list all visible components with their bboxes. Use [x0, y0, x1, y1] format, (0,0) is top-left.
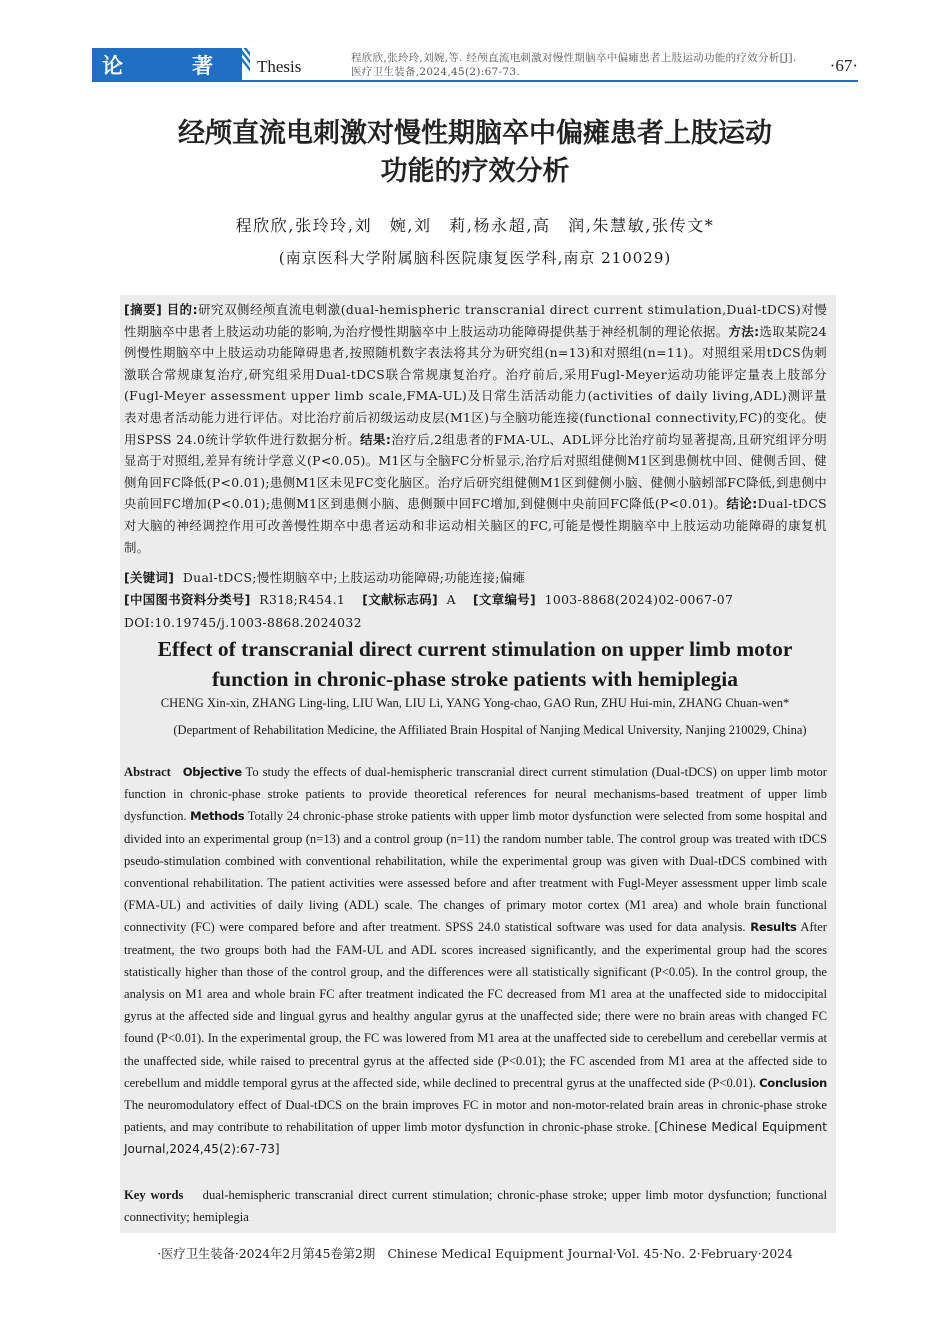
- article-no-label: [文章编号]: [473, 592, 537, 607]
- results-label-cn: 结果:: [360, 431, 392, 447]
- title-cn-line2: 功能的疗效分析: [380, 156, 570, 187]
- article-no-value: 1003-8868(2024)02-0067-07: [544, 592, 734, 607]
- conclusion-label-en: Conclusion: [759, 1075, 827, 1090]
- objective-label-cn: 目的:: [166, 302, 198, 317]
- keywords-en-label: Key words: [124, 1188, 184, 1202]
- keywords-cn-label: [关键词]: [124, 570, 175, 585]
- clc-value: R318;R454.1: [259, 592, 346, 607]
- doc-code-value: A: [446, 592, 456, 607]
- conclusion-label-cn: 结论:: [726, 496, 758, 512]
- title-cn: [92, 115, 858, 191]
- affiliation-cn: (南京医科大学附属脑科医院康复医学科,南京 210029): [278, 249, 672, 267]
- conclusion-en: The neuromodulatory effect of Dual-tDCS on the brain improves FC in motor and non-motor-related brain areas in chronic-phase stroke patients, and may contribute to rehabilitation of upper limb motor dysfunction in chronic-phase stroke.: [124, 1098, 827, 1135]
- section-label-zhu: 著: [192, 54, 213, 78]
- clc-label: [中国图书资料分类号]: [124, 592, 251, 607]
- abstract-cn-label: [摘要]: [124, 302, 163, 317]
- header-citation-line2: 医疗卫生装备,2024,45(2):67-73.: [351, 66, 520, 78]
- keywords-cn-text: Dual-tDCS;慢性期脑卒中;上肢运动功能障碍;功能连接;偏瘫: [182, 570, 526, 585]
- classification-line: [124, 589, 827, 611]
- results-label-en: Results: [750, 920, 797, 935]
- page-number: ·67·: [829, 56, 858, 75]
- abstract-cn: [124, 299, 827, 558]
- doi: DOI:10.19745/j.1003-8868.2024032: [124, 615, 362, 630]
- title-en-line1: Effect of transcranial direct current stimulation on upper limb motor: [157, 637, 793, 661]
- keywords-en-text: dual-hemispheric transcranial direct current stimulation; chronic-phase stroke; upper limb motor dysfunction; functional connectivity; hemiplegia: [124, 1188, 828, 1225]
- page-footer: ·医疗卫生装备·2024年2月第45卷第2期 Chinese Medical Equipment Journal·Vol. 45·No. 2·February·2024: [157, 1247, 793, 1261]
- methods-label-cn: 方法:: [728, 323, 760, 339]
- objective-cn: 研究双侧经颅直流电刺激(dual-hemispheric transcranial direct current stimulation,Dual-tDCS)对慢性期脑卒中患者上肢运动功能的影响,为治疗慢性期脑卒中上肢运动功能障碍提供基于神经机制的理论依据。: [124, 302, 827, 339]
- doc-code-label: [文献标志码]: [362, 592, 438, 607]
- methods-label-en: Methods: [190, 809, 245, 824]
- methods-en: Totally 24 chronic-phase stroke patients with upper limb motor dysfunction were selected from some hospital and divided into an experimental group (n=13) and a control group (n=11) the random number table. The control group was treated with tDCS pseudo-stimulation combined with conventional rehabilitation, while the experimental group was given with Dual-tDCS combined with conventional rehabilitation. The patient activities were assessed before and after treatment with Fugl-Meyer assessment upper limb scale (FMA-UL) and activities of daily living (ADL) scale. The changes of primary motor cortex (M1 area) and whole brain functional connectivity (FC) were compared before and after treatment. SPSS 24.0 statistical software was used for data analysis.: [124, 809, 827, 935]
- header-citation-line1: 程欣欣,张玲玲,刘婉,等. 经颅直流电刺激对慢性期脑卒中偏瘫患者上肢运动功能的疗效分析[J].: [351, 52, 797, 64]
- results-en: After treatment, the two groups both had the FAM-UL and ADL scores increased significantly, and the experimental group had the scores statistically higher than those of the control group, and the differences were all statistically significant (P<0.05). In the control group, the analysis on M1 area and whole brain FC after treatment indicated the FC decreased from M1 area at the unaffected side to midoccipital gyrus at the affected side and lingual gyrus and healthy angular gyrus at the unaffected side; there were no brain areas with changed FC found (P<0.01). In the experimental group, the FC was lowered from M1 area at the unaffected side to cerebellum and cerebellar vermis at the unaffected side, while raised to precentral gyrus at the affected side (P<0.01); the FC ascended from M1 area at the affected side to cerebellum and middle temporal gyrus at the affected side, while declined to precentral gyrus at the unaffected side (P<0.01).: [124, 920, 828, 1090]
- header-rule: [92, 80, 858, 82]
- section-label-lun: 论: [102, 54, 123, 78]
- affiliation-en: (Department of Rehabilitation Medicine, the Affiliated Brain Hospital of Nanjing Medical University, Nanjing 210029, China): [173, 723, 807, 737]
- objective-en: To study the effects of dual-hemispheric transcranial direct current stimulation (Dual-tDCS) on upper limb motor function in chronic-phase stroke patients to provide theoretical references for neural mechanisms-based treatment of upper limb dysfunction.: [124, 765, 827, 824]
- title-en: [110, 634, 840, 694]
- title-cn-line1: 经颅直流电刺激对慢性期脑卒中偏瘫患者上肢运动: [178, 118, 772, 149]
- journal-citation: [Chinese Medical Equipment Journal,2024,45(2):67-73]: [124, 1120, 827, 1157]
- methods-cn: 选取某院24例慢性期脑卒中上肢运动功能障碍患者,按照随机数字表法将其分为研究组(n=13)和对照组(n=11)。对照组采用tDCS伪刺激联合常规康复治疗,研究组采用Dual-tDCS联合常规康复治疗。治疗前后,采用Fugl-Meyer运动功能评定量表上肢部分(Fugl-Meyer assessment upper limb scale,FMA-UL)及日常生活活动能力(activities of daily living,ADL)测评量表对患者活动能力进行评估。对比治疗前后初级运动皮层(M1区)与全脑功能连接(functional connectivity,FC)的变化。使用SPSS 24.0统计学软件进行数据分析。: [124, 323, 827, 447]
- title-en-line2: function in chronic-phase stroke patients with hemiplegia: [212, 667, 738, 691]
- conclusion-cn: Dual-tDCS对大脑的神经调控作用可改善慢性期卒中患者运动和非运动相关脑区的FC,可能是慢性期脑卒中上肢运动功能障碍的康复机制。: [124, 496, 827, 555]
- objective-label-en: Objective: [182, 765, 242, 779]
- abstract-en: [124, 761, 827, 1161]
- header-citation: [351, 51, 797, 79]
- keywords-en: [124, 1184, 827, 1228]
- authors-cn: 程欣欣,张玲玲,刘 婉,刘 莉,杨永超,高 润,朱慧敏,张传文*: [235, 216, 715, 235]
- keywords-cn: [124, 567, 827, 589]
- results-cn: 治疗后,2组患者的FMA-UL、ADL评分比治疗前均显著提高,且研究组评分明显高于对照组,差异有统计学意义(P<0.05)。M1区与全脑FC分析显示,治疗后对照组健侧M1区到患侧枕中回、健侧舌回、健侧角回FC降低(P<0.01);患侧M1区未见FC变化脑区。治疗后研究组健侧M1区到健侧小脑、健侧小脑蚓部FC降低,到患侧中央前回FC增加(P<0.01);患侧M1区到患侧小脑、患侧颞中回FC增加,到健侧中央前回FC降低(P<0.01)。: [124, 431, 828, 512]
- section-label-en: Thesis: [257, 57, 302, 76]
- authors-en: CHENG Xin-xin, ZHANG Ling-ling, LIU Wan, LIU Li, YANG Yong-chao, GAO Run, ZHU Hui-min, ZHANG Chuan-wen*: [160, 696, 790, 710]
- abstract-en-label: Abstract: [124, 765, 171, 779]
